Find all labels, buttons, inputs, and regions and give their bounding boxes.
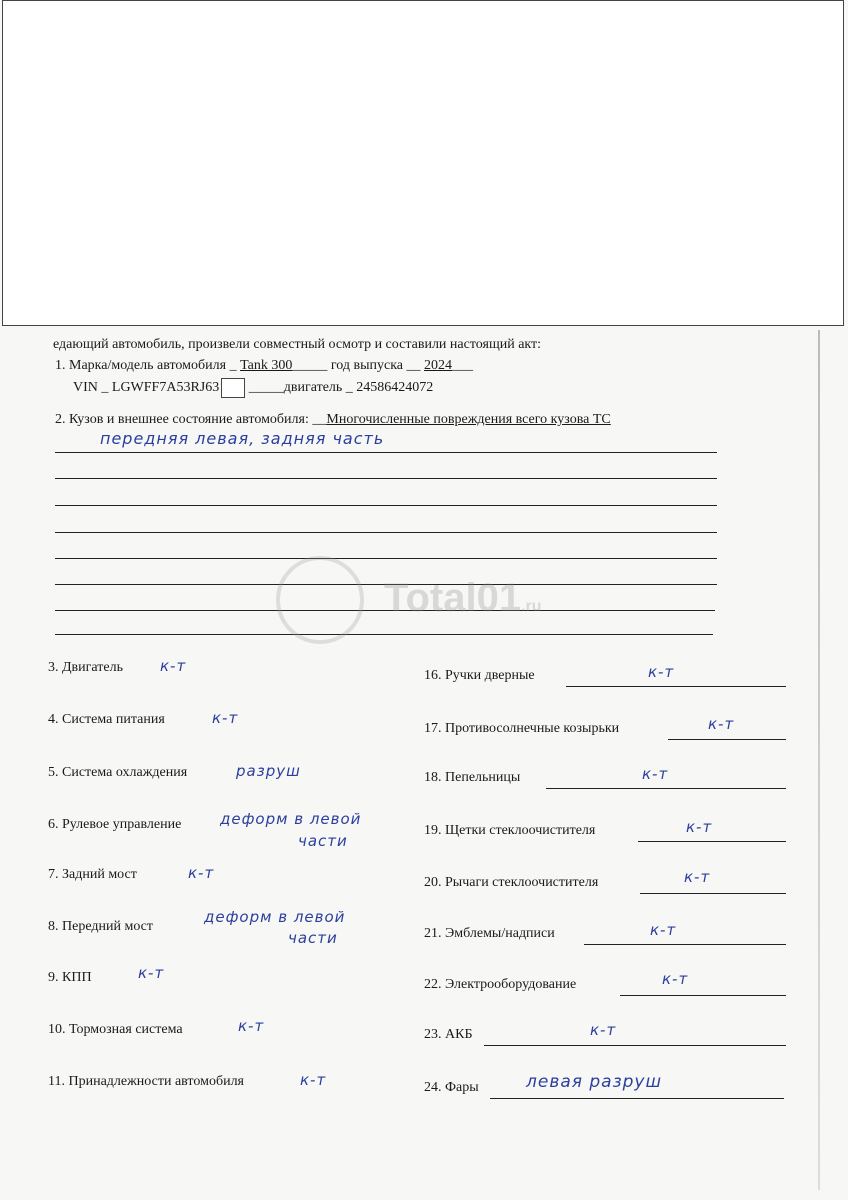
item-emblems-hand: к-т [650, 921, 677, 939]
year-value: 2024 [424, 358, 452, 373]
body-value: Многочисленные повреждения всего кузова ТС [326, 412, 611, 427]
intro-text: едающий автомобиль, произвели совместный осмотр и составили настоящий акт: [53, 337, 542, 352]
answer-line [566, 686, 786, 687]
item-front-axle-hand2: части [288, 929, 338, 947]
item-door-handles: 16. Ручки дверные [424, 668, 535, 683]
watermark-text: Total01.ru [384, 576, 542, 620]
vehicle-model-line: 1. Марка/модель автомобиля _ Tank 300_____ год выпуска __ 2024___ [55, 358, 473, 373]
blank-line [55, 532, 717, 533]
engine-value: 24586424072 [356, 380, 434, 396]
item-door-handles-hand: к-т [648, 663, 675, 681]
engine-label: двигатель _ [283, 380, 353, 396]
item-gearbox: 9. КПП [48, 970, 92, 985]
vin-line: VIN _ LGWFF7A53RJ63 _____двигатель _ 24586424072 [73, 378, 433, 398]
item-emblems: 21. Эмблемы/надписи [424, 926, 555, 941]
item-ashtrays: 18. Пепельницы [424, 770, 521, 785]
item-rear-axle: 7. Задний мост [48, 867, 137, 882]
item-cooling-hand: разруш [236, 762, 301, 780]
watermark [276, 556, 596, 646]
body-label: 2. Кузов и внешнее состояние автомобиля: __ [55, 412, 327, 427]
item-rear-axle-hand: к-т [188, 864, 215, 882]
item-brakes-hand: к-т [238, 1017, 265, 1035]
item-wiper-arms-hand: к-т [684, 868, 711, 886]
blank-line [55, 452, 717, 453]
item-sun-visors: 17. Противосолнечные козырьки [424, 721, 620, 736]
item-cooling: 5. Система охлаждения [48, 765, 188, 780]
answer-line [640, 893, 786, 894]
answer-line [490, 1098, 784, 1099]
body-section [55, 412, 611, 428]
item-brakes: 10. Тормозная система [48, 1022, 183, 1037]
vin-redaction [221, 378, 245, 398]
item-gearbox-hand: к-т [138, 964, 165, 982]
body-handwritten: передняя левая, задняя часть [100, 429, 385, 448]
item-battery-hand: к-т [590, 1021, 617, 1039]
blank-line [55, 584, 717, 585]
answer-line [484, 1045, 786, 1046]
watermark-logo-icon [276, 556, 364, 644]
answer-line [638, 841, 786, 842]
blank-line [55, 610, 715, 611]
blank-line [55, 558, 717, 559]
item-front-axle: 8. Передний мост [48, 919, 153, 934]
vin-value: LGWFF7A53RJ63 [111, 380, 220, 396]
answer-line [546, 788, 786, 789]
answer-line [584, 944, 786, 945]
item-electrical-hand: к-т [662, 970, 689, 988]
year-label: год выпуска __ [330, 358, 421, 373]
item-steering-hand: деформ в левой [220, 810, 362, 828]
item-electrical: 22. Электрооборудование [424, 977, 577, 992]
item-headlights-hand: левая разруш [526, 1072, 663, 1092]
item-engine: 3. Двигатель [48, 660, 123, 675]
item-headlights: 24. Фары [424, 1080, 479, 1095]
blank-line [55, 478, 717, 479]
model-label: 1. Марка/модель автомобиля _ [55, 358, 237, 373]
answer-line [668, 739, 786, 740]
item-wiper-blades-hand: к-т [686, 818, 713, 836]
answer-line [620, 995, 786, 996]
item-ashtrays-hand: к-т [642, 765, 669, 783]
item-engine-hand: к-т [160, 657, 187, 675]
item-fuel-system: 4. Система питания [48, 712, 165, 727]
item-wiper-arms: 20. Рычаги стеклоочистителя [424, 875, 599, 890]
item-fuel-system-hand: к-т [212, 709, 239, 727]
item-steering: 6. Рулевое управление [48, 817, 182, 832]
item-sun-visors-hand: к-т [708, 715, 735, 733]
page-edge [818, 330, 820, 1190]
item-steering-hand2: части [298, 832, 348, 850]
item-accessories-hand: к-т [300, 1071, 327, 1089]
item-front-axle-hand: деформ в левой [204, 908, 346, 926]
model-value: Tank 300 [240, 358, 293, 373]
blank-line [55, 505, 717, 506]
blank-line [55, 634, 713, 635]
item-accessories: 11. Принадлежности автомобиля [48, 1074, 244, 1089]
redacted-area [2, 0, 844, 326]
item-wiper-blades: 19. Щетки стеклоочистителя [424, 823, 596, 838]
vin-label: VIN _ [73, 380, 109, 396]
item-battery: 23. АКБ [424, 1027, 473, 1042]
